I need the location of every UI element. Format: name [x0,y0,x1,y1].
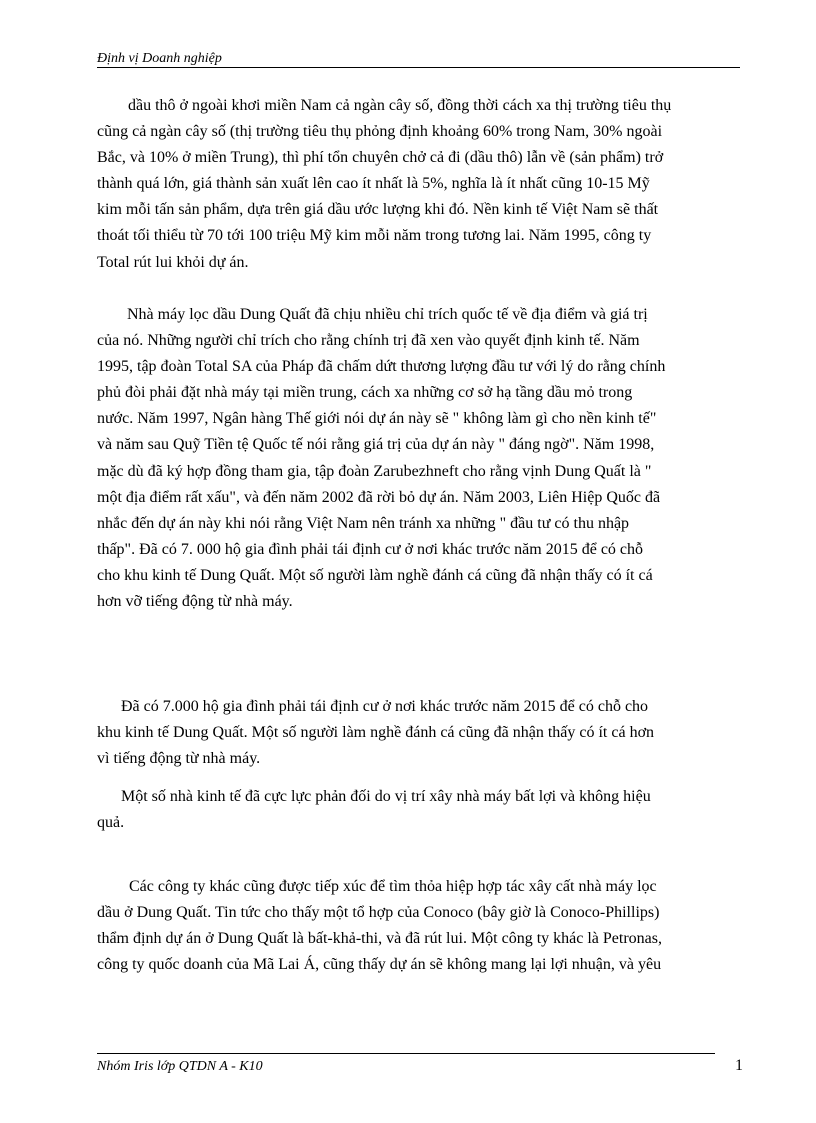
text-line: vì tiếng động từ nhà máy. [97,750,261,768]
text-line: thành quá lớn, giá thành sản xuất lên cao ít nhất là 5%, nghĩa là ít nhất cũng 10-15 Mỹ [97,175,650,193]
text-line: khu kinh tế Dung Quất. Một số người làm nghề đánh cá cũng đã nhận thấy có ít cá hơn [97,724,655,742]
text-line: thoát tối thiểu từ 70 tới 100 triệu Mỹ kim mỗi năm trong tương lai. Năm 1995, công ty [97,227,652,245]
footer-divider [97,1053,715,1054]
running-header: Định vị Doanh nghiệp [97,51,222,66]
text-line: kim mỗi tấn sản phẩm, dựa trên giá dầu ước lượng khi đó. Nền kinh tế Việt Nam sẽ thất [97,201,659,219]
text-line: nước. Năm 1997, Ngân hàng Thế giới nói dự án này sẽ " không làm gì cho nền kinh tế" [97,410,657,428]
paragraph-4 [97,784,717,836]
text-line: 1995, tập đoàn Total SA của Pháp đã chấm dứt thương lượng đầu tư với lý do rằng chính [97,358,666,376]
text-line: Một số nhà kinh tế đã cực lực phản đối do vị trí xây nhà máy bất lợi và không hiệu [121,788,651,805]
text-line: hơn vỡ tiếng động từ nhà máy. [97,593,293,611]
text-line: Bắc, và 10% ở miền Trung), thì phí tổn chuyên chở cả đi (dầu thô) lẫn về (sản phẩm) trở [97,149,664,167]
text-line: mặc dù đã ký hợp đồng tham gia, tập đoàn Zarubezhneft cho rằng vịnh Dung Quất là " [97,462,652,480]
text-line: phủ đòi phải đặt nhà máy tại miền trung, cách xa những cơ sở hạ tầng dầu mỏ trong [97,384,633,402]
paragraph-5 [97,874,717,978]
text-line: Total rút lui khỏi dự án. [97,253,249,271]
text-line: quả. [97,814,125,832]
text-line: và năm sau Quỹ Tiền tệ Quốc tế nói rằng giá trị của dự án này " đáng ngờ". Năm 1998, [97,436,655,454]
paragraph-3 [97,694,717,772]
text-line: một địa điểm rất xấu", và đến năm 2002 đã rời bỏ dự án. Năm 2003, Liên Hiệp Quốc đã [97,488,661,506]
header-divider [97,67,740,68]
text-line: thấp". Đã có 7. 000 hộ gia đình phải tái định cư ở nơi khác trước năm 2015 để có chỗ [97,540,644,558]
text-line: Nhà máy lọc dầu Dung Quất đã chịu nhiều chỉ trích quốc tế về địa điểm và giá trị [127,306,648,323]
text-line: nhắc đến dự án này khi nói rằng Việt Nam nên tránh xa những " đầu tư có thu nhập [97,514,630,532]
paragraph-1 [97,93,717,276]
text-line: công ty quốc doanh của Mã Lai Á, cũng thấy dự án sẽ không mang lại lợi nhuận, và yêu [97,956,662,974]
paragraph-2 [97,302,717,615]
text-line: dầu ở Dung Quất. Tin tức cho thấy một tổ hợp của Conoco (bây giờ là Conoco-Phillips) [97,904,660,922]
page-number: 1 [735,1057,743,1074]
text-line: cũng cả ngàn cây số (thị trường tiêu thụ phỏng định khoảng 60% trong Nam, 30% ngoài [97,123,663,141]
text-line: của nó. Những người chỉ trích cho rằng chính trị đã xen vào quyết định kinh tế. Năm [97,332,640,350]
text-line: dầu thô ở ngoài khơi miền Nam cả ngàn cây số, đồng thời cách xa thị trường tiêu thụ [128,97,672,114]
text-line: Các công ty khác cũng được tiếp xúc để tìm thỏa hiệp hợp tác xây cất nhà máy lọc [129,878,657,895]
text-line: cho khu kinh tế Dung Quất. Một số người làm nghề đánh cá cũng đã nhận thấy có ít cá [97,566,653,584]
text-line: Đã có 7.000 hộ gia đình phải tái định cư ở nơi khác trước năm 2015 để có chỗ cho [121,698,649,715]
running-footer: Nhóm Iris lớp QTDN A - K10 [97,1059,263,1074]
text-line: thẩm định dự án ở Dung Quất là bất-khả-thi, và đã rút lui. Một công ty khác là Petronas, [97,930,663,948]
